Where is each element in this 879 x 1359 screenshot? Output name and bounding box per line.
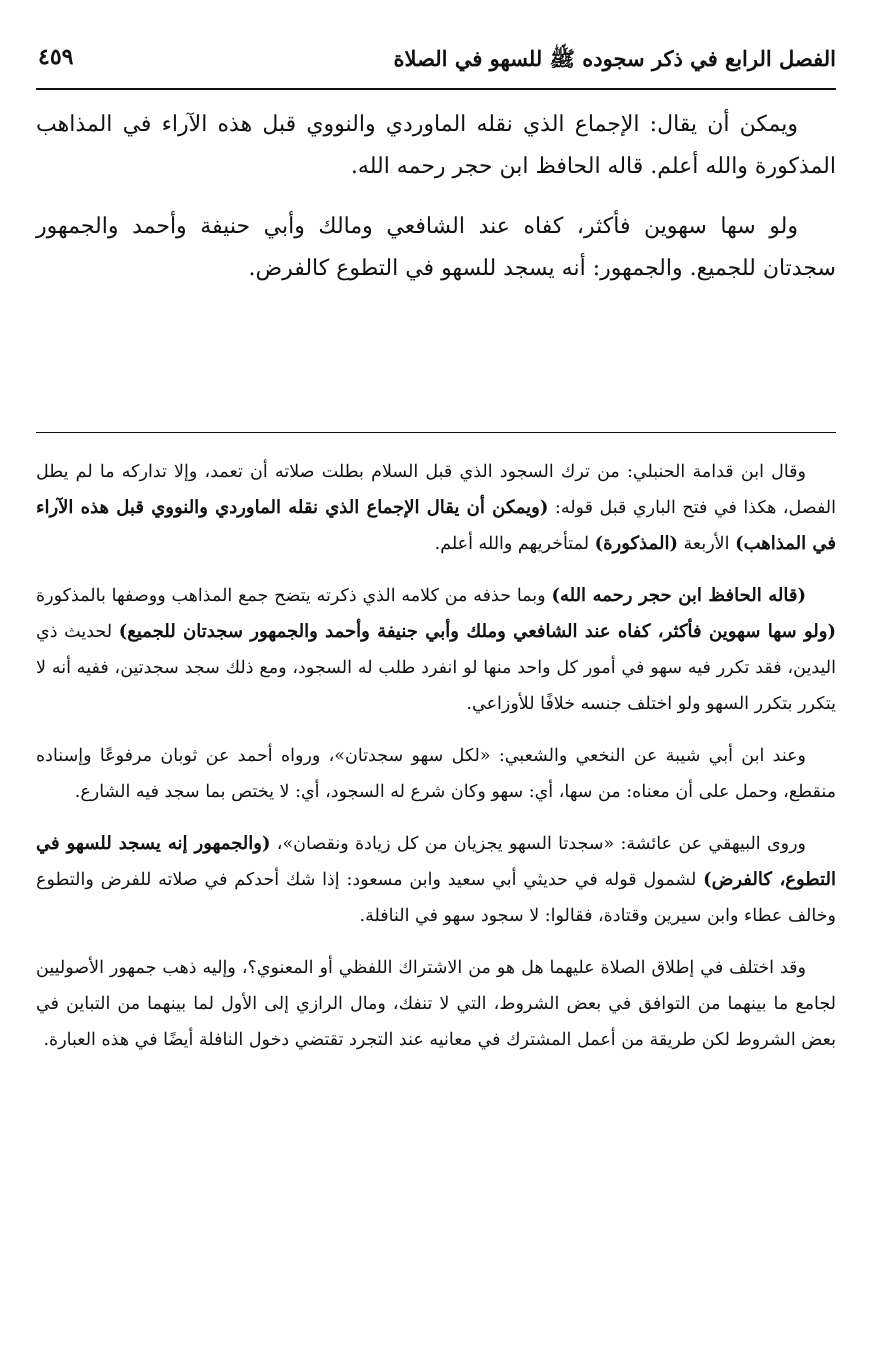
main-paragraph: ويمكن أن يقال: الإجماع الذي نقله الماوردي والنووي قبل هذه الآراء في المذاهب المذكورة والله أعلم. قاله الحافظ ابن حجر رحمه الله. — [36, 112, 836, 179]
chapter-title: الفصل الرابع في ذكر سجوده ﷺ للسهو في الصلاة — [393, 46, 836, 71]
footnote-paragraph — [36, 578, 836, 722]
footnote-separator — [36, 432, 836, 433]
footnote-paragraph: وقد اختلف في إطلاق الصلاة عليهما هل هو من الاشتراك اللفظي أو المعنوي؟، وإليه ذهب جمهور الأصوليين لجامع ما بينهما من التوافق في بعض الشروط، التي لا تنفك، ومال الرازي إلى الأول لما بينهما من التباين في بعض الشروط لكن طريقة من أعمل المشترك في معانيه عند التجرد تقتضي دخول النافلة أيضًا في هذه العبارة. — [36, 958, 836, 1050]
quoted-main-text: (والجمهور إنه يسجد للسهو في التطوع، كالفرض) — [36, 833, 836, 890]
quoted-main-text: (ويمكن أن يقال الإجماع الذي نقله الماوردي والنووي قبل هذه الآراء في المذاهب) — [36, 497, 836, 554]
footnote-text: وقال ابن قدامة الحنبلي: من ترك السجود الذي قبل السلام بطلت صلاته أن تعمد، وإلا تداركه ما لم يطل الفصل، هكذا في فتح الباري قبل قوله: — [36, 462, 836, 518]
quoted-main-text: (قاله الحافظ ابن حجر رحمه الله) — [551, 585, 806, 606]
book-page — [36, 38, 836, 1328]
footnote-text: لمتأخريهم والله أعلم. — [434, 534, 595, 554]
quoted-main-text: (المذكورة) — [594, 533, 678, 554]
footnote-text: الأربعة — [677, 534, 736, 554]
running-header — [36, 38, 836, 90]
footnote-paragraph: وعند ابن أبي شيبة عن النخعي والشعبي: «لكل سهو سجدتان»، ورواه أحمد عن ثوبان مرفوعًا وإسناده منقطع، وحمل على أن معناه: من سها، أي: سهو وكان شرع له السجود، أي: لا يختص بما سجد فيه الشارع. — [36, 746, 836, 802]
main-paragraph: ولو سها سهوين فأكثر، كفاه عند الشافعي ومالك وأبي حنيفة وأحمد والجمهور سجدتان للجميع. والجمهور: أنه يسجد للسهو في التطوع كالفرض. — [36, 214, 836, 281]
footnote-text: وروى البيهقي عن عائشة: «سجدتا السهو يجزيان من كل زيادة ونقصان»، — [270, 834, 806, 854]
quoted-main-text: (ولو سها سهوين فأكثر، كفاه عند الشافعي وملك وأبي جنيفة وأحمد والجمهور سجدتان للجميع) — [118, 621, 836, 642]
footnote-text: لشمول قوله في حديثي أبي سعيد وابن مسعود: إذا شك أحدكم في صلاته للفرض والتطوع وخالف عطاء وابن سيرين وقتادة، فقالوا: لا سجود سهو في النافلة. — [36, 870, 836, 926]
main-text — [36, 90, 836, 290]
footnote-text: وبما حذفه من كلامه الذي ذكرته يتضح جمع المذاهب ووصفها بالمذكورة — [36, 586, 552, 606]
page-number: ٤٥٩ — [38, 44, 74, 70]
footnote-text: لحديث ذي اليدين، فقد تكرر فيه سهو في أمور كل واحد منها لو انفرد طلب له السجود، ومع ذلك سجد سجدتين، ففيه أنه لا يتكرر بتكرر السهو ولو اختلف جنسه خلافًا للأوزاعي. — [36, 622, 836, 714]
footnote-paragraph — [36, 454, 836, 562]
footnotes — [36, 454, 836, 1074]
footnote-paragraph — [36, 826, 836, 934]
